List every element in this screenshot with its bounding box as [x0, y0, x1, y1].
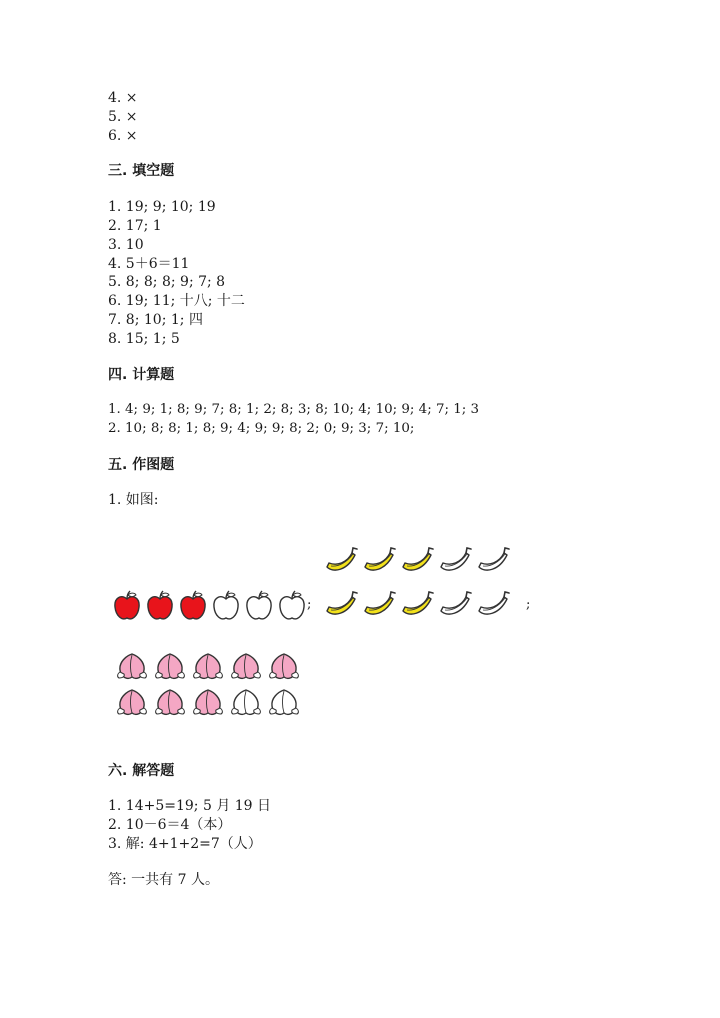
- banana-icon: [477, 545, 511, 579]
- answer-line: 1. 19; 9; 10; 19: [108, 199, 216, 215]
- peach-icon: [229, 650, 263, 686]
- peach-icon: [267, 686, 301, 722]
- section-heading: 三. 填空题: [108, 163, 175, 179]
- peach-icon: [153, 686, 187, 722]
- peach-icon: [115, 686, 149, 722]
- banana-icon: [477, 589, 511, 623]
- answer-line: 5. ×: [108, 109, 138, 125]
- banana-icon: [401, 545, 435, 579]
- apple-icon: [244, 590, 274, 626]
- apple-icon: [277, 590, 307, 626]
- answer-line: 2. 10－6＝4（本）: [108, 817, 232, 833]
- figure-separator: ;: [307, 597, 312, 612]
- section-heading: 四. 计算题: [108, 367, 175, 383]
- banana-icon: [439, 589, 473, 623]
- answer-line: 答: 一共有 7 人。: [108, 872, 219, 888]
- banana-icon: [325, 589, 359, 623]
- answer-line: 4. 5＋6＝11: [108, 256, 190, 272]
- peach-icon: [153, 650, 187, 686]
- section-heading: 五. 作图题: [108, 457, 175, 473]
- answer-line: 4. ×: [108, 90, 138, 106]
- figure-separator: ;: [526, 597, 531, 612]
- banana-icon: [325, 545, 359, 579]
- banana-icon: [401, 589, 435, 623]
- apple-icon: [145, 590, 175, 626]
- answer-line: 3. 10: [108, 237, 144, 253]
- apple-icon: [178, 590, 208, 626]
- banana-icon: [439, 545, 473, 579]
- answer-line: 1. 14+5=19; 5 月 19 日: [108, 798, 272, 814]
- peach-icon: [267, 650, 301, 686]
- answer-line: 8. 15; 1; 5: [108, 331, 180, 347]
- apple-icon: [112, 590, 142, 626]
- peach-icon: [115, 650, 149, 686]
- answer-line: 6. 19; 11; 十八; 十二: [108, 293, 245, 309]
- banana-icon: [363, 545, 397, 579]
- answer-line: 3. 解: 4+1+2=7（人）: [108, 836, 262, 852]
- peach-icon: [191, 650, 225, 686]
- answer-line: 5. 8; 8; 8; 9; 7; 8: [108, 274, 226, 290]
- answer-line: 7. 8; 10; 1; 四: [108, 312, 203, 328]
- apple-icon: [211, 590, 241, 626]
- answer-line: 6. ×: [108, 128, 138, 144]
- section-heading: 六. 解答题: [108, 763, 175, 779]
- banana-icon: [363, 589, 397, 623]
- answer-line: 2. 10; 8; 8; 1; 8; 9; 4; 9; 9; 8; 2; 0; 9; 3; 7; 10;: [108, 421, 415, 436]
- peach-icon: [191, 686, 225, 722]
- answer-line: 2. 17; 1: [108, 218, 162, 234]
- answer-line: 1. 如图:: [108, 492, 159, 508]
- peach-icon: [229, 686, 263, 722]
- answer-line: 1. 4; 9; 1; 8; 9; 7; 8; 1; 2; 8; 3; 8; 10; 4; 10; 9; 4; 7; 1; 3: [108, 402, 480, 417]
